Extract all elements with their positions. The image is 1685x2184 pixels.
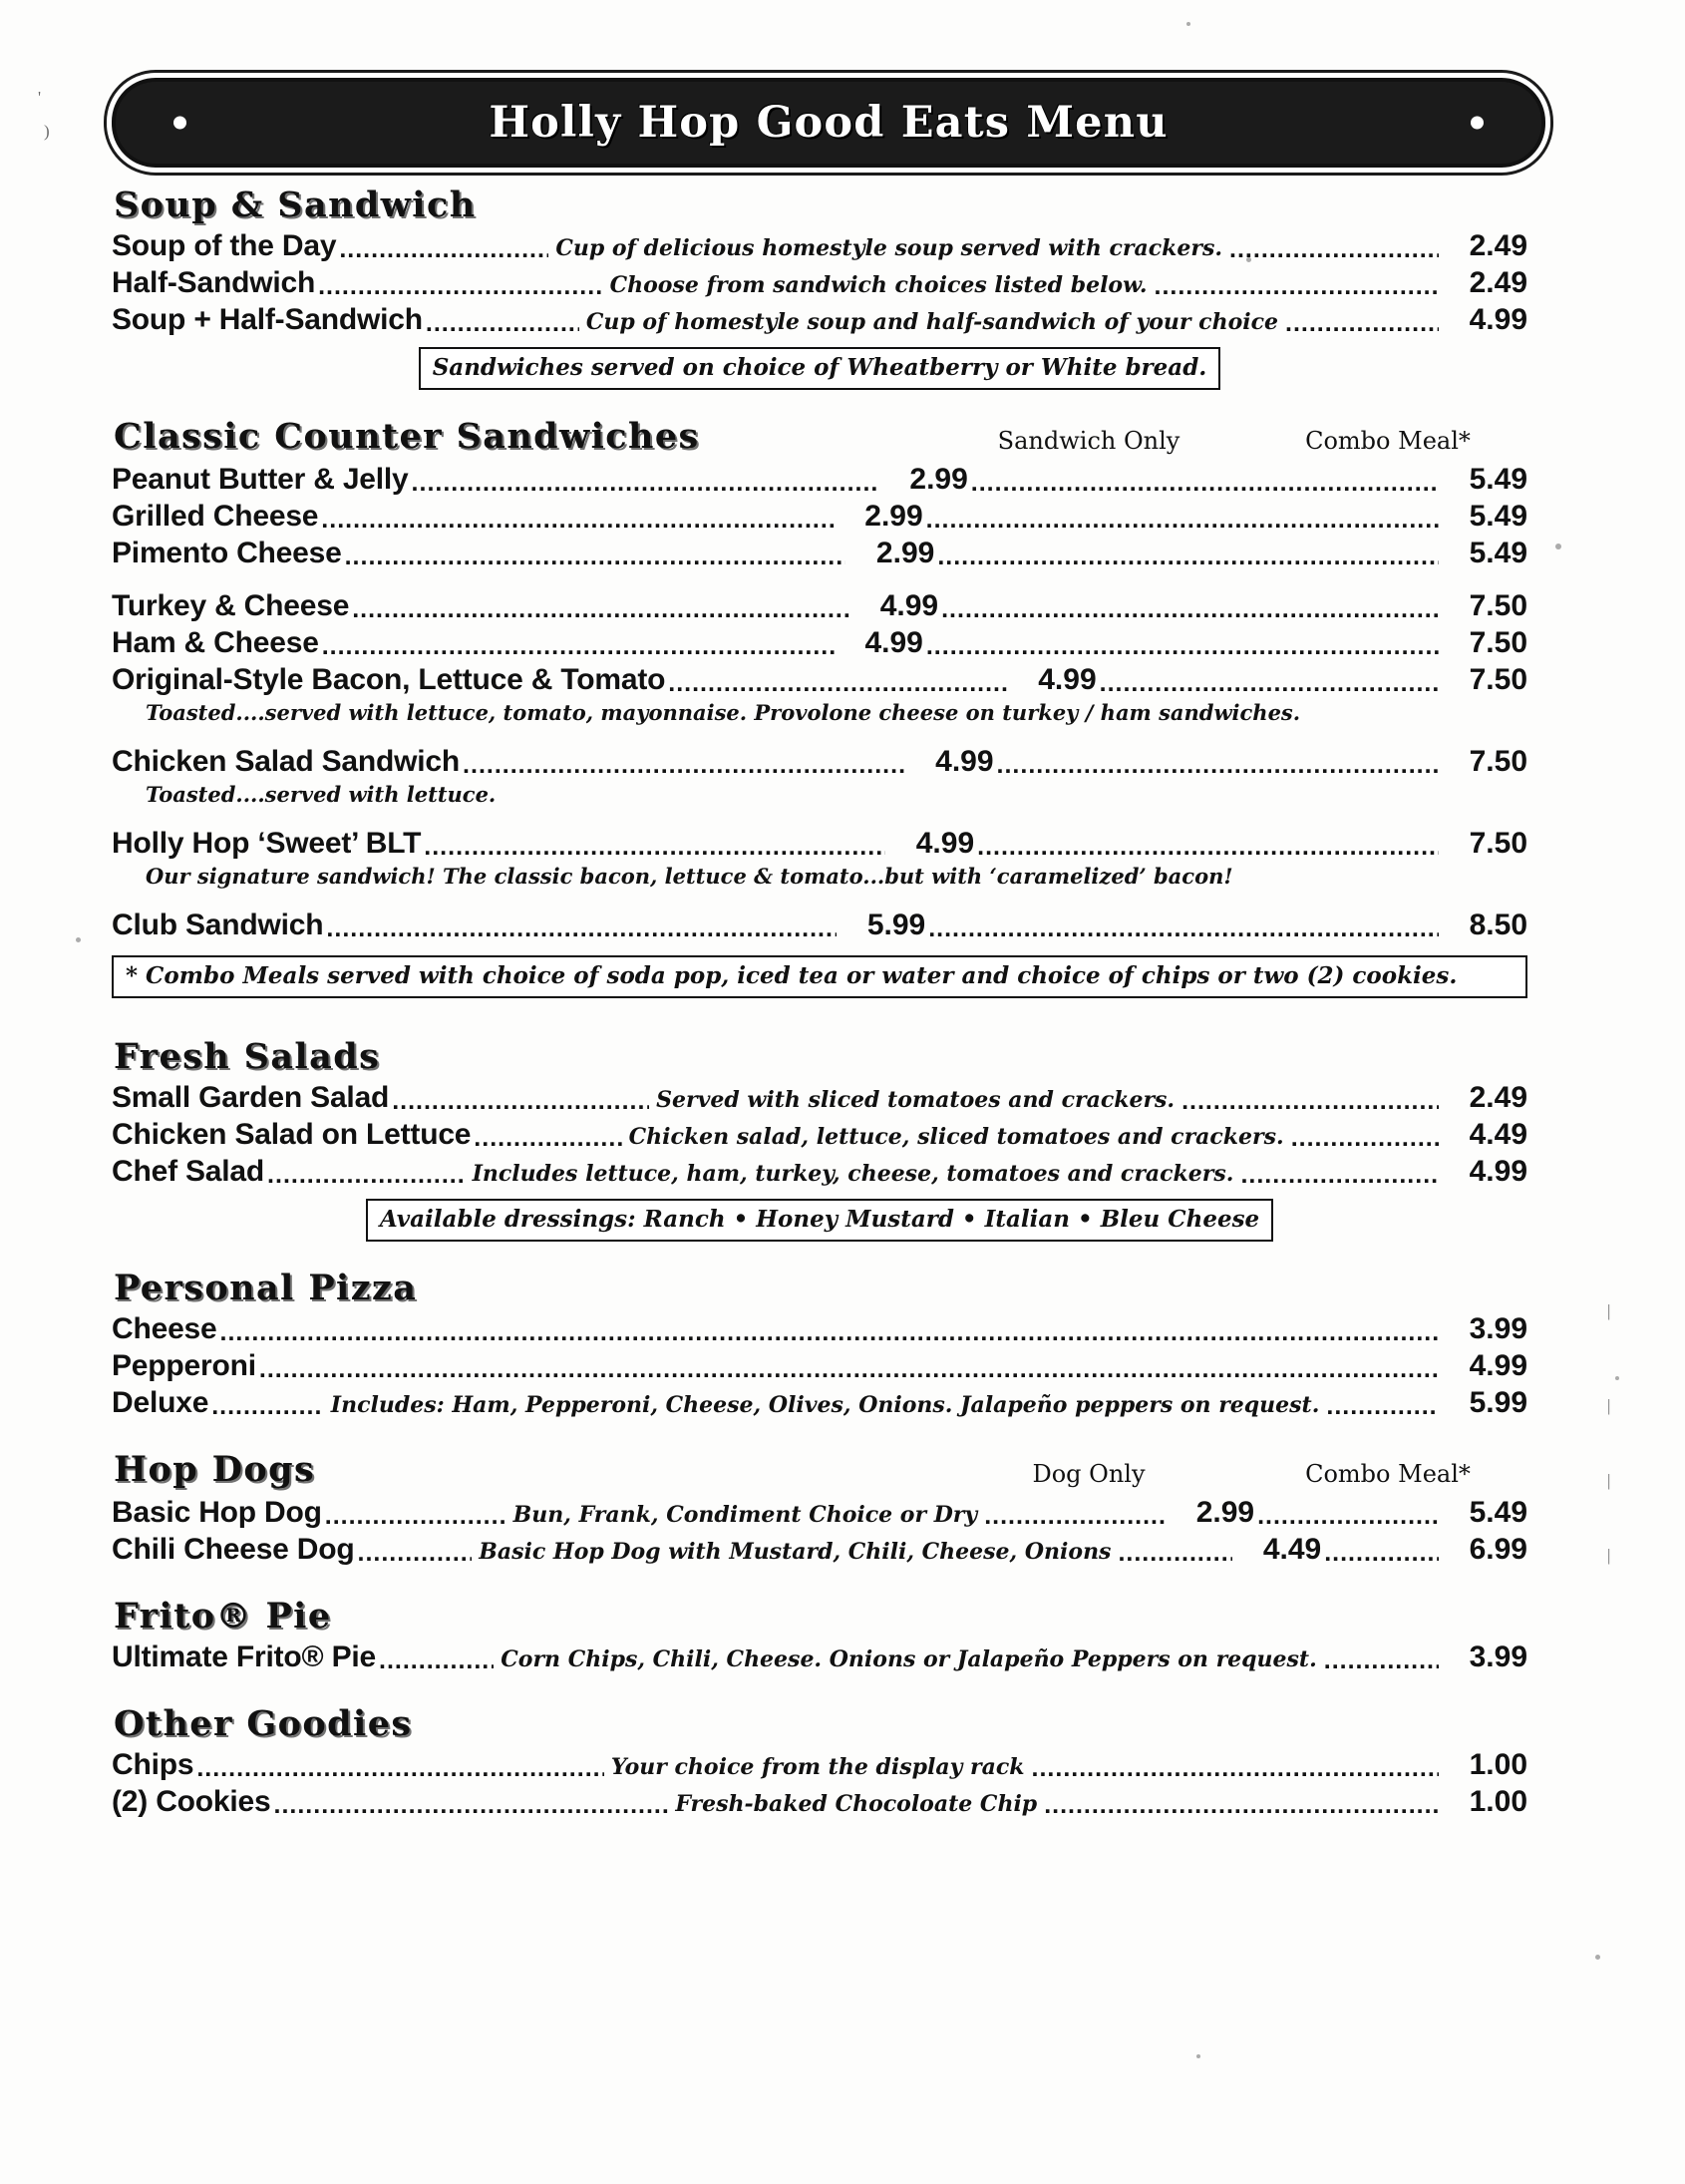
leader-dots	[1324, 1547, 1439, 1563]
item-description: Bun, Frank, Condiment Choice or Dry	[512, 1502, 978, 1528]
leader-dots	[321, 514, 834, 530]
leader-dots	[1285, 317, 1439, 333]
item-price-single: 2.99	[864, 500, 923, 533]
item-price-combo: 7.50	[1469, 663, 1528, 696]
section-title: Other Goodies	[114, 1703, 413, 1744]
item-description: Cup of delicious homestyle soup served with crackers.	[555, 235, 1223, 261]
section-title: Frito® Pie	[114, 1596, 332, 1637]
item-name: Pimento Cheese	[112, 537, 342, 569]
price-column-headers	[929, 427, 1527, 461]
section-fresh-salads	[112, 1036, 1527, 1242]
leader-dots	[928, 922, 1439, 938]
leader-dots	[1044, 1799, 1439, 1815]
leader-dots	[196, 1762, 603, 1778]
item-price-single: 5.99	[866, 909, 926, 941]
item-name: Chef Salad	[112, 1155, 265, 1188]
item-price-combo: 7.50	[1469, 626, 1528, 659]
leader-dots	[1118, 1547, 1232, 1563]
leader-dots	[358, 1547, 473, 1563]
item-name: Grilled Cheese	[112, 500, 319, 533]
section-frito-pie	[112, 1596, 1527, 1674]
item-price: 1.00	[1469, 1785, 1527, 1818]
item-price: 3.99	[1469, 1640, 1528, 1673]
menu-content	[112, 184, 1527, 1822]
item-price: 4.49	[1469, 1118, 1527, 1151]
menu-item-row	[112, 1386, 1527, 1420]
item-description: Your choice from the display rack	[610, 1754, 1025, 1780]
leader-dots	[325, 1510, 506, 1526]
item-name: Turkey & Cheese	[112, 589, 350, 622]
leader-dots	[379, 1654, 494, 1670]
leader-dots	[926, 514, 1439, 530]
menu-item-row	[112, 266, 1527, 300]
item-name: Half-Sandwich	[112, 266, 316, 299]
leader-dots	[1326, 1400, 1439, 1416]
menu-item-row	[112, 663, 1527, 697]
menu-item-row	[112, 745, 1527, 779]
leader-dots	[345, 550, 846, 566]
menu-item-row	[112, 589, 1527, 623]
item-price: 1.00	[1469, 1748, 1527, 1781]
banner-dot-left-icon	[173, 117, 186, 130]
section-hop-dogs	[112, 1449, 1527, 1567]
column-header-combo-meal: Combo Meal*	[1305, 1460, 1471, 1488]
item-name: Soup + Half-Sandwich	[112, 303, 423, 336]
item-description: Includes lettuce, ham, turkey, cheese, tomatoes and crackers.	[472, 1161, 1234, 1187]
leader-dots	[668, 677, 1007, 693]
menu-item-row	[112, 303, 1527, 337]
column-header-sandwich-only: Sandwich Only	[997, 427, 1180, 455]
item-price-single: 4.99	[915, 827, 975, 860]
item-description: Includes: Ham, Pepperoni, Cheese, Olives, Onions. Jalapeño peppers on request.	[330, 1392, 1320, 1418]
section-title: Hop Dogs	[114, 1449, 316, 1490]
item-name: Chips	[112, 1748, 194, 1781]
column-header-dog-only: Dog Only	[1032, 1460, 1146, 1488]
item-price-single: 2.99	[875, 537, 935, 569]
leader-dots	[941, 603, 1439, 619]
leader-dots	[1032, 1762, 1439, 1778]
item-name: Original-Style Bacon, Lettuce & Tomato	[112, 663, 666, 696]
item-description: Fresh-baked Chocoloate Chip	[675, 1791, 1038, 1817]
item-price: 2.49	[1469, 266, 1528, 299]
leader-dots	[426, 317, 579, 333]
combo-meal-footnote: * Combo Meals served with choice of soda pop, iced tea or water and choice of chips or two (2) cookies.	[112, 955, 1527, 998]
leader-dots	[1155, 280, 1440, 296]
banner-dot-right-icon	[1471, 117, 1484, 130]
leader-dots	[352, 603, 849, 619]
item-price: 2.49	[1469, 1081, 1527, 1114]
menu-page: ' ) | | | | Holly Hop Good Eats Menu Soup & Sandwich Soup of the Day Cup of delicious homestyle soup served with crackers. 2.49 Half-Sandwich Choose from sandwich choices listed below. 2.49 Soup + Half-Sandwich Cup of homestyle soup and half-sandwich of your choice 4.99 Sandwiches served on choice of Wheatberry or White bread. Classic Counter Sandwiches Sandwich Only Combo Meal* Peanut Butter & Jelly 2.99 5.49 Grilled Cheese 2.99 5.49 Pimento Cheese 2.99 5.49 Turkey & Cheese 4.99 7.50 Ham & Cheese 4.99 7.50 Original-Style Bacon, Lettuce & Tomato 4.99 7.50 Toasted....served with lettuce, tomato, mayonnaise. Provolone cheese on turkey / ham sandwiches. Chicken Salad Sandwich 4.99 7.50 Toasted....served with lettuce. Holly Hop ‘Sweet’ BLT 4.99 7.50 Our signature sandwich! The classic bacon, lettuce & tomato...but with ‘caramelized’ bacon! Club Sandwich 5.99 8.50 * Combo Meals served with choice of soda pop, iced tea or water and choice of chips or two (2) cookies. Fresh Salads Small Garden Salad Served with sliced tomatoes and crackers. 2.49 Chicken Salad on Lettuce Chicken salad, lettuce, sliced tomatoes and crackers. 4.49 Chef Salad Includes lettuce, ham, turkey, cheese, tomatoes and crackers. 4.99 Available dressings: Ranch • Honey Mustard • Italian • Bleu Cheese Personal Pizza Cheese 3.99 Pepperoni 4.99 Deluxe Includes: Ham, Pepperoni, Cheese, Olives, Onions. Jalapeño peppers on request. 5.99 Hop Dogs Dog Only Combo Meal* Basic Hop Dog Bun, Frank, Condiment Choice or Dry 2.99 5.49 Chili Cheese Dog Basic Hop Dog with Mustard, Chili, Cheese, Onions 4.49 6.99 Frito® Pie Ultimate Frito® Pie Corn Chips, Chili, Cheese. Onions or Jalapeño Peppers on request. 3.99 Other Goodies Chips Your choice from the display rack 1.00 (2) Cookies Fresh-baked Chocoloate Chip 1.00	[0, 0, 1685, 2184]
leader-dots	[937, 550, 1439, 566]
menu-item-row	[112, 1496, 1527, 1530]
item-price-single: 4.99	[864, 626, 923, 659]
item-name: Chicken Salad on Lettuce	[112, 1118, 472, 1151]
item-description: Basic Hop Dog with Mustard, Chili, Cheese, Onions	[479, 1539, 1112, 1565]
menu-item-row	[112, 537, 1527, 570]
item-name: Ham & Cheese	[112, 626, 319, 659]
item-name: Cheese	[112, 1312, 217, 1345]
item-price-combo: 5.49	[1469, 500, 1528, 533]
menu-item-row	[112, 229, 1527, 263]
leader-dots	[1291, 1132, 1439, 1148]
leader-dots	[326, 922, 837, 938]
menu-item-row	[112, 626, 1527, 660]
item-subnote: Toasted....served with lettuce.	[146, 782, 497, 807]
item-description: Corn Chips, Chili, Cheese. Onions or Jalapeño Peppers on request.	[501, 1646, 1317, 1672]
leader-dots	[322, 640, 835, 656]
item-price: 5.99	[1469, 1386, 1527, 1419]
menu-item-row	[112, 1349, 1527, 1383]
leader-dots	[977, 841, 1439, 857]
menu-item-row	[112, 909, 1527, 942]
item-price: 4.99	[1469, 1155, 1528, 1188]
item-subnote: Our signature sandwich! The classic bacon, lettuce & tomato...but with ‘caramelized’ bacon!	[146, 864, 1233, 889]
menu-item-row	[112, 1118, 1527, 1152]
leader-dots	[463, 759, 904, 775]
item-price-single: 4.99	[935, 745, 994, 778]
leader-dots	[1257, 1510, 1439, 1526]
item-price-combo: 5.49	[1469, 537, 1528, 569]
item-name: Pepperoni	[112, 1349, 256, 1382]
leader-dots	[412, 477, 879, 493]
leader-dots	[211, 1400, 324, 1416]
item-price-combo: 5.49	[1469, 1496, 1527, 1529]
page-title: Holly Hop Good Eats Menu	[489, 98, 1169, 148]
item-price-combo: 6.99	[1469, 1533, 1527, 1566]
item-name: (2) Cookies	[112, 1785, 271, 1818]
item-description: Served with sliced tomatoes and crackers.	[656, 1087, 1176, 1113]
item-name: Holly Hop ‘Sweet’ BLT	[112, 827, 422, 860]
item-price-single: 4.99	[879, 589, 939, 622]
item-description: Chicken salad, lettuce, sliced tomatoes and crackers.	[628, 1124, 1284, 1150]
leader-dots	[318, 280, 603, 296]
menu-item-row	[112, 827, 1527, 861]
column-header-combo-meal: Combo Meal*	[1305, 427, 1471, 455]
section-title: Fresh Salads	[114, 1036, 381, 1077]
item-name: Small Garden Salad	[112, 1081, 390, 1114]
menu-item-row	[112, 1312, 1527, 1346]
leader-dots	[1229, 243, 1439, 259]
leader-dots	[1100, 677, 1439, 693]
menu-item-row	[112, 1785, 1527, 1819]
menu-item-row	[112, 1640, 1527, 1674]
leader-dots	[926, 640, 1439, 656]
bread-choice-note: Sandwiches served on choice of Wheatberry or White bread.	[419, 347, 1221, 390]
leader-dots	[997, 759, 1439, 775]
leader-dots	[1324, 1654, 1439, 1670]
leader-dots	[392, 1095, 649, 1111]
leader-dots	[274, 1799, 669, 1815]
item-name: Ultimate Frito® Pie	[112, 1640, 377, 1673]
item-name: Chicken Salad Sandwich	[112, 745, 461, 778]
menu-item-row	[112, 1155, 1527, 1189]
item-price-single: 4.49	[1262, 1533, 1322, 1566]
section-title: Classic Counter Sandwiches	[114, 416, 700, 457]
section-title: Soup & Sandwich	[114, 184, 477, 225]
section-classic-counter-sandwiches	[112, 416, 1527, 998]
item-price: 2.49	[1469, 229, 1527, 262]
item-price-combo: 7.50	[1469, 745, 1528, 778]
item-description: Choose from sandwich choices listed below.	[609, 272, 1148, 298]
menu-item-row	[112, 500, 1527, 534]
menu-item-row	[112, 1533, 1527, 1567]
item-description: Cup of homestyle soup and half-sandwich of your choice	[585, 309, 1278, 335]
leader-dots	[1181, 1095, 1439, 1111]
leader-dots	[424, 841, 885, 857]
section-other-goodies	[112, 1703, 1527, 1819]
leader-dots	[1240, 1169, 1439, 1185]
dressings-note: Available dressings: Ranch • Honey Mustard • Italian • Bleu Cheese	[366, 1199, 1273, 1242]
leader-dots	[971, 477, 1439, 493]
price-column-headers	[929, 1460, 1527, 1494]
item-name: Peanut Butter & Jelly	[112, 463, 409, 496]
item-price-single: 2.99	[909, 463, 968, 496]
item-name: Deluxe	[112, 1386, 209, 1419]
item-price-combo: 7.50	[1469, 827, 1527, 860]
menu-header-banner	[112, 78, 1537, 160]
menu-item-row	[112, 1081, 1527, 1115]
leader-dots	[474, 1132, 621, 1148]
item-name: Club Sandwich	[112, 909, 324, 941]
item-price-single: 2.99	[1195, 1496, 1255, 1529]
item-price: 3.99	[1469, 1312, 1527, 1345]
leader-dots	[339, 243, 548, 259]
section-personal-pizza	[112, 1268, 1527, 1420]
menu-item-row	[112, 1748, 1527, 1782]
item-subnote: Toasted....served with lettuce, tomato, mayonnaise. Provolone cheese on turkey / ham sandwiches.	[146, 700, 1301, 725]
leader-dots	[259, 1363, 1439, 1379]
item-price-combo: 8.50	[1469, 909, 1528, 941]
item-price-combo: 5.49	[1469, 463, 1528, 496]
item-price-combo: 7.50	[1469, 589, 1527, 622]
section-title: Personal Pizza	[114, 1268, 418, 1308]
item-name: Chili Cheese Dog	[112, 1533, 355, 1566]
leader-dots	[267, 1169, 466, 1185]
menu-item-row	[112, 463, 1527, 497]
leader-dots	[984, 1510, 1166, 1526]
item-price: 4.99	[1469, 1349, 1527, 1382]
item-price: 4.99	[1469, 303, 1527, 336]
section-soup-sandwich	[112, 184, 1527, 390]
leader-dots	[220, 1326, 1439, 1342]
item-name: Soup of the Day	[112, 229, 337, 262]
item-price-single: 4.99	[1038, 663, 1097, 696]
item-name: Basic Hop Dog	[112, 1496, 322, 1529]
